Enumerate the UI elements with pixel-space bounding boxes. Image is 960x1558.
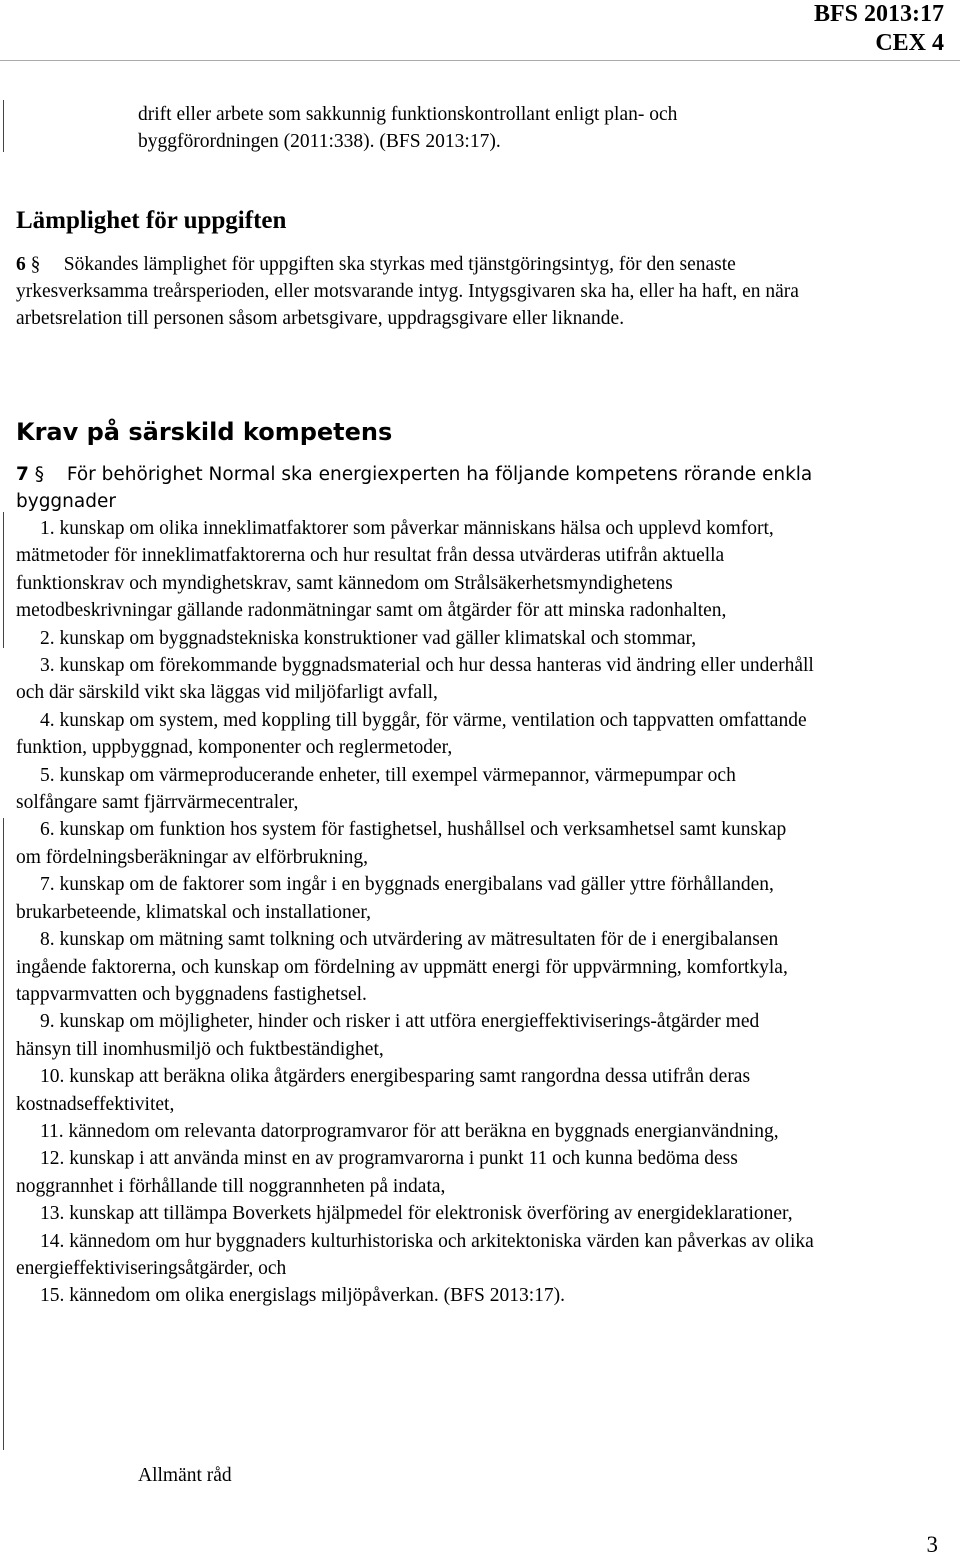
header-code: CEX 4	[875, 30, 944, 56]
section-7-text: För behörighet Normal ska energiexperten ha följande kompetens rörande enkla byggnader	[16, 464, 813, 512]
intro-line: drift eller arbete som sakkunnig funktionskontrollant enligt plan- och	[138, 104, 678, 125]
paragraph-symbol: §	[30, 254, 41, 275]
paragraph-symbol: §	[34, 464, 45, 485]
header-rule	[0, 60, 960, 61]
change-bar	[3, 512, 4, 648]
section-7-heading: Krav på särskild kompetens	[16, 418, 393, 446]
list-item: 3. kunskap om förekommande byggnadsmaterial och hur dessa hanteras vid ändring eller underhåll och där särskild vikt ska läggas vid miljöfarligt avfall,	[16, 655, 814, 704]
list-item: 13. kunskap att tillämpa Boverkets hjälpmedel för elektronisk överföring av energideklarationer,	[40, 1203, 793, 1225]
list-item: 1. kunskap om olika inneklimatfaktorer som påverkar människans hälsa och upplevd komfort, mätmetoder för inneklimatfaktorerna och hur resultat från dessa utvärderas utifrån aktuella funktionskrav och myndighetskrav, samt kännedom om Strålsäkerhetsmyndighetens metodbeskrivningar gällande radonmätningar samt om åtgärder för att minska radonhalten,	[16, 518, 774, 622]
section-6-heading: Lämplighet för uppgiften	[16, 207, 287, 234]
list-item: 9. kunskap om möjligheter, hinder och risker i att utföra energieffektiviserings-åtgärder med hänsyn till inomhusmiljö och fuktbeständighet,	[16, 1011, 760, 1060]
list-item: 15. kännedom om olika energislags miljöpåverkan. (BFS 2013:17).	[40, 1285, 565, 1307]
list-item: 12. kunskap i att använda minst en av programvarorna i punkt 11 och kunna bedöma dess noggrannhet i förhållande till noggrannheten på indata,	[16, 1148, 738, 1197]
list-item: 14. kännedom om hur byggnaders kulturhistoriska och arkitektoniska värden kan påverkas av olika energieffektiviseringsåtgärder, och	[16, 1230, 814, 1279]
intro-line: byggförordningen (2011:338). (BFS 2013:17).	[138, 131, 501, 152]
section-6-paragraph	[16, 251, 816, 332]
list-item: 2. kunskap om byggnadstekniska konstruktioner vad gäller klimatskal och stommar,	[40, 627, 697, 649]
change-bar	[3, 818, 4, 1450]
competence-list	[16, 515, 816, 1310]
list-item: 8. kunskap om mätning samt tolkning och utvärdering av mätresultaten för de i energibalansen ingående faktorerna, och kunskap om fördelning av uppmätt energi för uppvärmning, komfortkyla, tappvarmvatten och byggnadens fastighetsel.	[16, 929, 788, 1005]
section-7-paragraph	[16, 461, 816, 515]
intro-paragraph	[138, 101, 918, 155]
list-item: 6. kunskap om funktion hos system för fastighetsel, hushållsel och verksamhetsel samt kunskap om fördelningsberäkningar av elförbrukning,	[16, 819, 787, 868]
list-item: 11. kännedom om relevanta datorprogramvaror för att beräkna en byggnads energianvändning,	[40, 1120, 779, 1142]
header-doc-number: BFS 2013:17	[813, 1, 944, 27]
list-item: 7. kunskap om de faktorer som ingår i en byggnads energibalans vad gäller yttre förhållanden, brukarbeteende, klimatskal och installationer,	[16, 874, 774, 923]
change-bar	[3, 100, 4, 152]
list-item: 5. kunskap om värmeproducerande enheter, till exempel värmepannor, värmepumpar och solfångare samt fjärrvärmecentraler,	[16, 764, 736, 814]
section-6-number: 6	[16, 254, 26, 275]
allmant-rad-label: Allmänt råd	[138, 1465, 232, 1486]
section-7-number: 7	[16, 464, 29, 485]
page-header	[814, 0, 944, 58]
page-number: 3	[926, 1532, 938, 1557]
section-6-text: Sökandes lämplighet för uppgiften ska styrkas med tjänstgöringsintyg, för den senaste yrkesverksamma treårsperioden, eller motsvarande intyg. Intygsgivaren ska ha, eller ha haft, en nära arbetsrelation till personen såsom arbetsgivare, uppdragsgivare eller liknande.	[16, 254, 799, 329]
list-item: 4. kunskap om system, med koppling till byggår, för värme, ventilation och tappvatten omfattande funktion, uppbyggnad, komponenter och reglermetoder,	[16, 709, 807, 759]
list-item: 10. kunskap att beräkna olika åtgärders energibesparing samt rangordna dessa utifrån deras kostnadseffektivitet,	[16, 1066, 751, 1115]
